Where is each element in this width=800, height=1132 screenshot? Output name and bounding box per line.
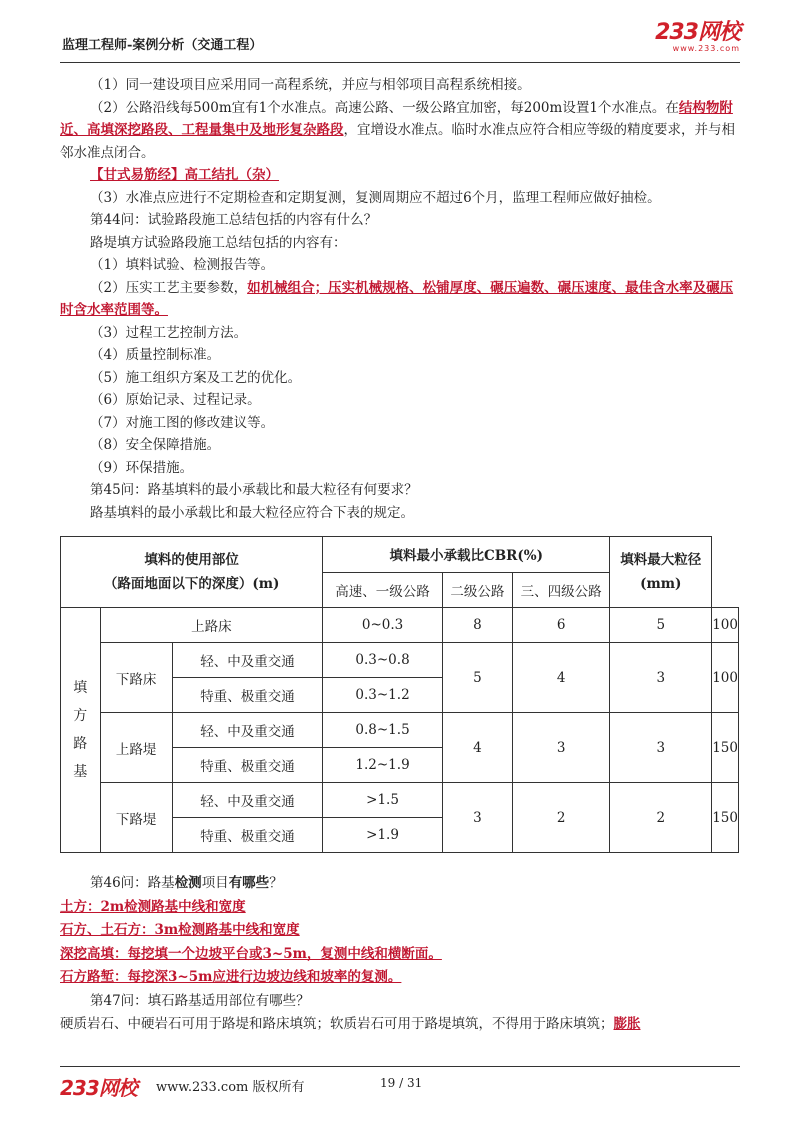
table-row: 特重、极重交通 0.3~1.2 (61, 678, 739, 713)
mnemonic-title: 【甘式易筋经】高工结扎（杂） (90, 167, 279, 183)
answer-46-line: 石方路堑：每挖深3~5m应进行边坡边线和坡率的复测。 (60, 969, 402, 985)
page-number: 19 / 31 (380, 1076, 423, 1090)
document-body-2 (60, 872, 740, 1037)
list-item: （9）环保措施。 (90, 459, 194, 476)
table-row: 填 方 路 基 上路床 0~0.3 8 6 5 100 (61, 608, 739, 643)
table-row: 上路堤 轻、中及重交通 0.8~1.5 4 3 3 150 (61, 713, 739, 748)
answer-46-line: 石方、土石方：3m检测路基中线和宽度 (60, 922, 300, 938)
list-item: （2）压实工艺主要参数，如机械组合；压实机械规格、松铺厚度、碾压遍数、碾压速度、最佳含水率及碾压时含水率范围等。 (60, 279, 734, 318)
paragraph-1: （1）同一建设项目应采用同一高程系统，并应与相邻项目高程系统相接。 (90, 77, 531, 93)
question-47: 第47问：填石路基适用部位有哪些？ (90, 992, 310, 1009)
question-44: 第44问：试验路段施工总结包括的内容有什么？ (90, 212, 378, 228)
paragraph-3: （3）水准点应进行不定期检查和定期复测，复测周期应不超过6个月，监理工程师应做好抽检。 (90, 189, 661, 206)
table-row: 特重、极重交通 1.2~1.9 (61, 748, 739, 783)
question-46: 第46问：路基检测项目有哪些？ (90, 875, 283, 891)
table-row: 下路床 轻、中及重交通 0.3~0.8 5 4 3 100 (61, 643, 739, 678)
answer-47: 硬质岩石、中硬岩石可用于路堤和路床填筑；软质岩石可用于路堤填筑，不得用于路床填筑；膨胀 (60, 1016, 641, 1032)
paragraph-2: （2）公路沿线每500m宜有1个水准点。高速公路、一级公路宜加密，每200m设置1个水准点。在结构物附近、高填深挖路段、工程量集中及地形复杂路段，宜增设水准点。临时水准点应符合相应等级的精度要求，并与相邻水准点闭合。 (60, 99, 735, 161)
table-row: 下路堤 轻、中及重交通 >1.5 3 2 2 150 (61, 783, 739, 818)
table-header-col2: 二级公路 (442, 572, 512, 608)
list-item: （6）原始记录、过程记录。 (90, 392, 261, 408)
footer-logo[interactable]: 233网校 (60, 1076, 137, 1100)
logo-text: 233网校 (655, 20, 740, 45)
list-item: （5）施工组织方案及工艺的优化。 (90, 369, 302, 386)
table-header-max: 填料最大粒径 (mm) (610, 537, 712, 608)
footer-copyright: www.233.com 版权所有 (156, 1080, 305, 1095)
answer-46-line: 土方：2m检测路基中线和宽度 (60, 898, 246, 915)
table-row: 特重、极重交通 >1.9 (61, 818, 739, 853)
list-item: （3）过程工艺控制方法。 (90, 324, 248, 341)
list-item: （7）对施工图的修改建议等。 (90, 414, 275, 431)
table-header-col3: 三、四级公路 (512, 572, 609, 608)
table-header-part: 填料的使用部位 （路面地面以下的深度）(m) (61, 537, 323, 608)
list-item: （8）安全保障措施。 (90, 437, 221, 453)
table-header-col1: 高速、一级公路 (323, 572, 443, 608)
cbr-table (60, 536, 739, 853)
page-footer (60, 1072, 740, 1098)
footer-divider (60, 1066, 740, 1067)
highlight-text: 膨胀 (613, 1016, 641, 1032)
highlight-text: 结构物附近、高填深挖路段、工程量集中及地形复杂路段 (60, 99, 733, 138)
answer-46-line: 深挖高填：每挖填一个边坡平台或3~5m，复测中线和横断面。 (60, 945, 442, 962)
logo-url: www.233.com (672, 44, 740, 53)
header-title: 监理工程师-案例分析（交通工程） (62, 38, 263, 53)
brand-logo[interactable] (655, 22, 740, 53)
answer-44-intro: 路堤填方试验路段施工总结包括的内容有： (90, 234, 347, 251)
highlight-text: 如机械组合；压实机械规格、松铺厚度、碾压遍数、碾压速度、最佳含水率及碾压时含水率范围等。 (60, 279, 734, 318)
table-header-cbr: 填料最小承载比CBR(%) (323, 537, 610, 573)
answer-45-intro: 路基填料的最小承载比和最大粒径应符合下表的规定。 (90, 504, 414, 521)
list-item: （1）填料试验、检测报告等。 (90, 257, 275, 273)
header-divider (60, 62, 740, 63)
question-45: 第45问：路基填料的最小承载比和最大粒径有何要求？ (90, 482, 418, 498)
row-group-label: 填 方 路 基 (61, 608, 101, 853)
document-body (60, 74, 740, 524)
list-item: （4）质量控制标准。 (90, 347, 221, 363)
page-header (60, 18, 740, 58)
